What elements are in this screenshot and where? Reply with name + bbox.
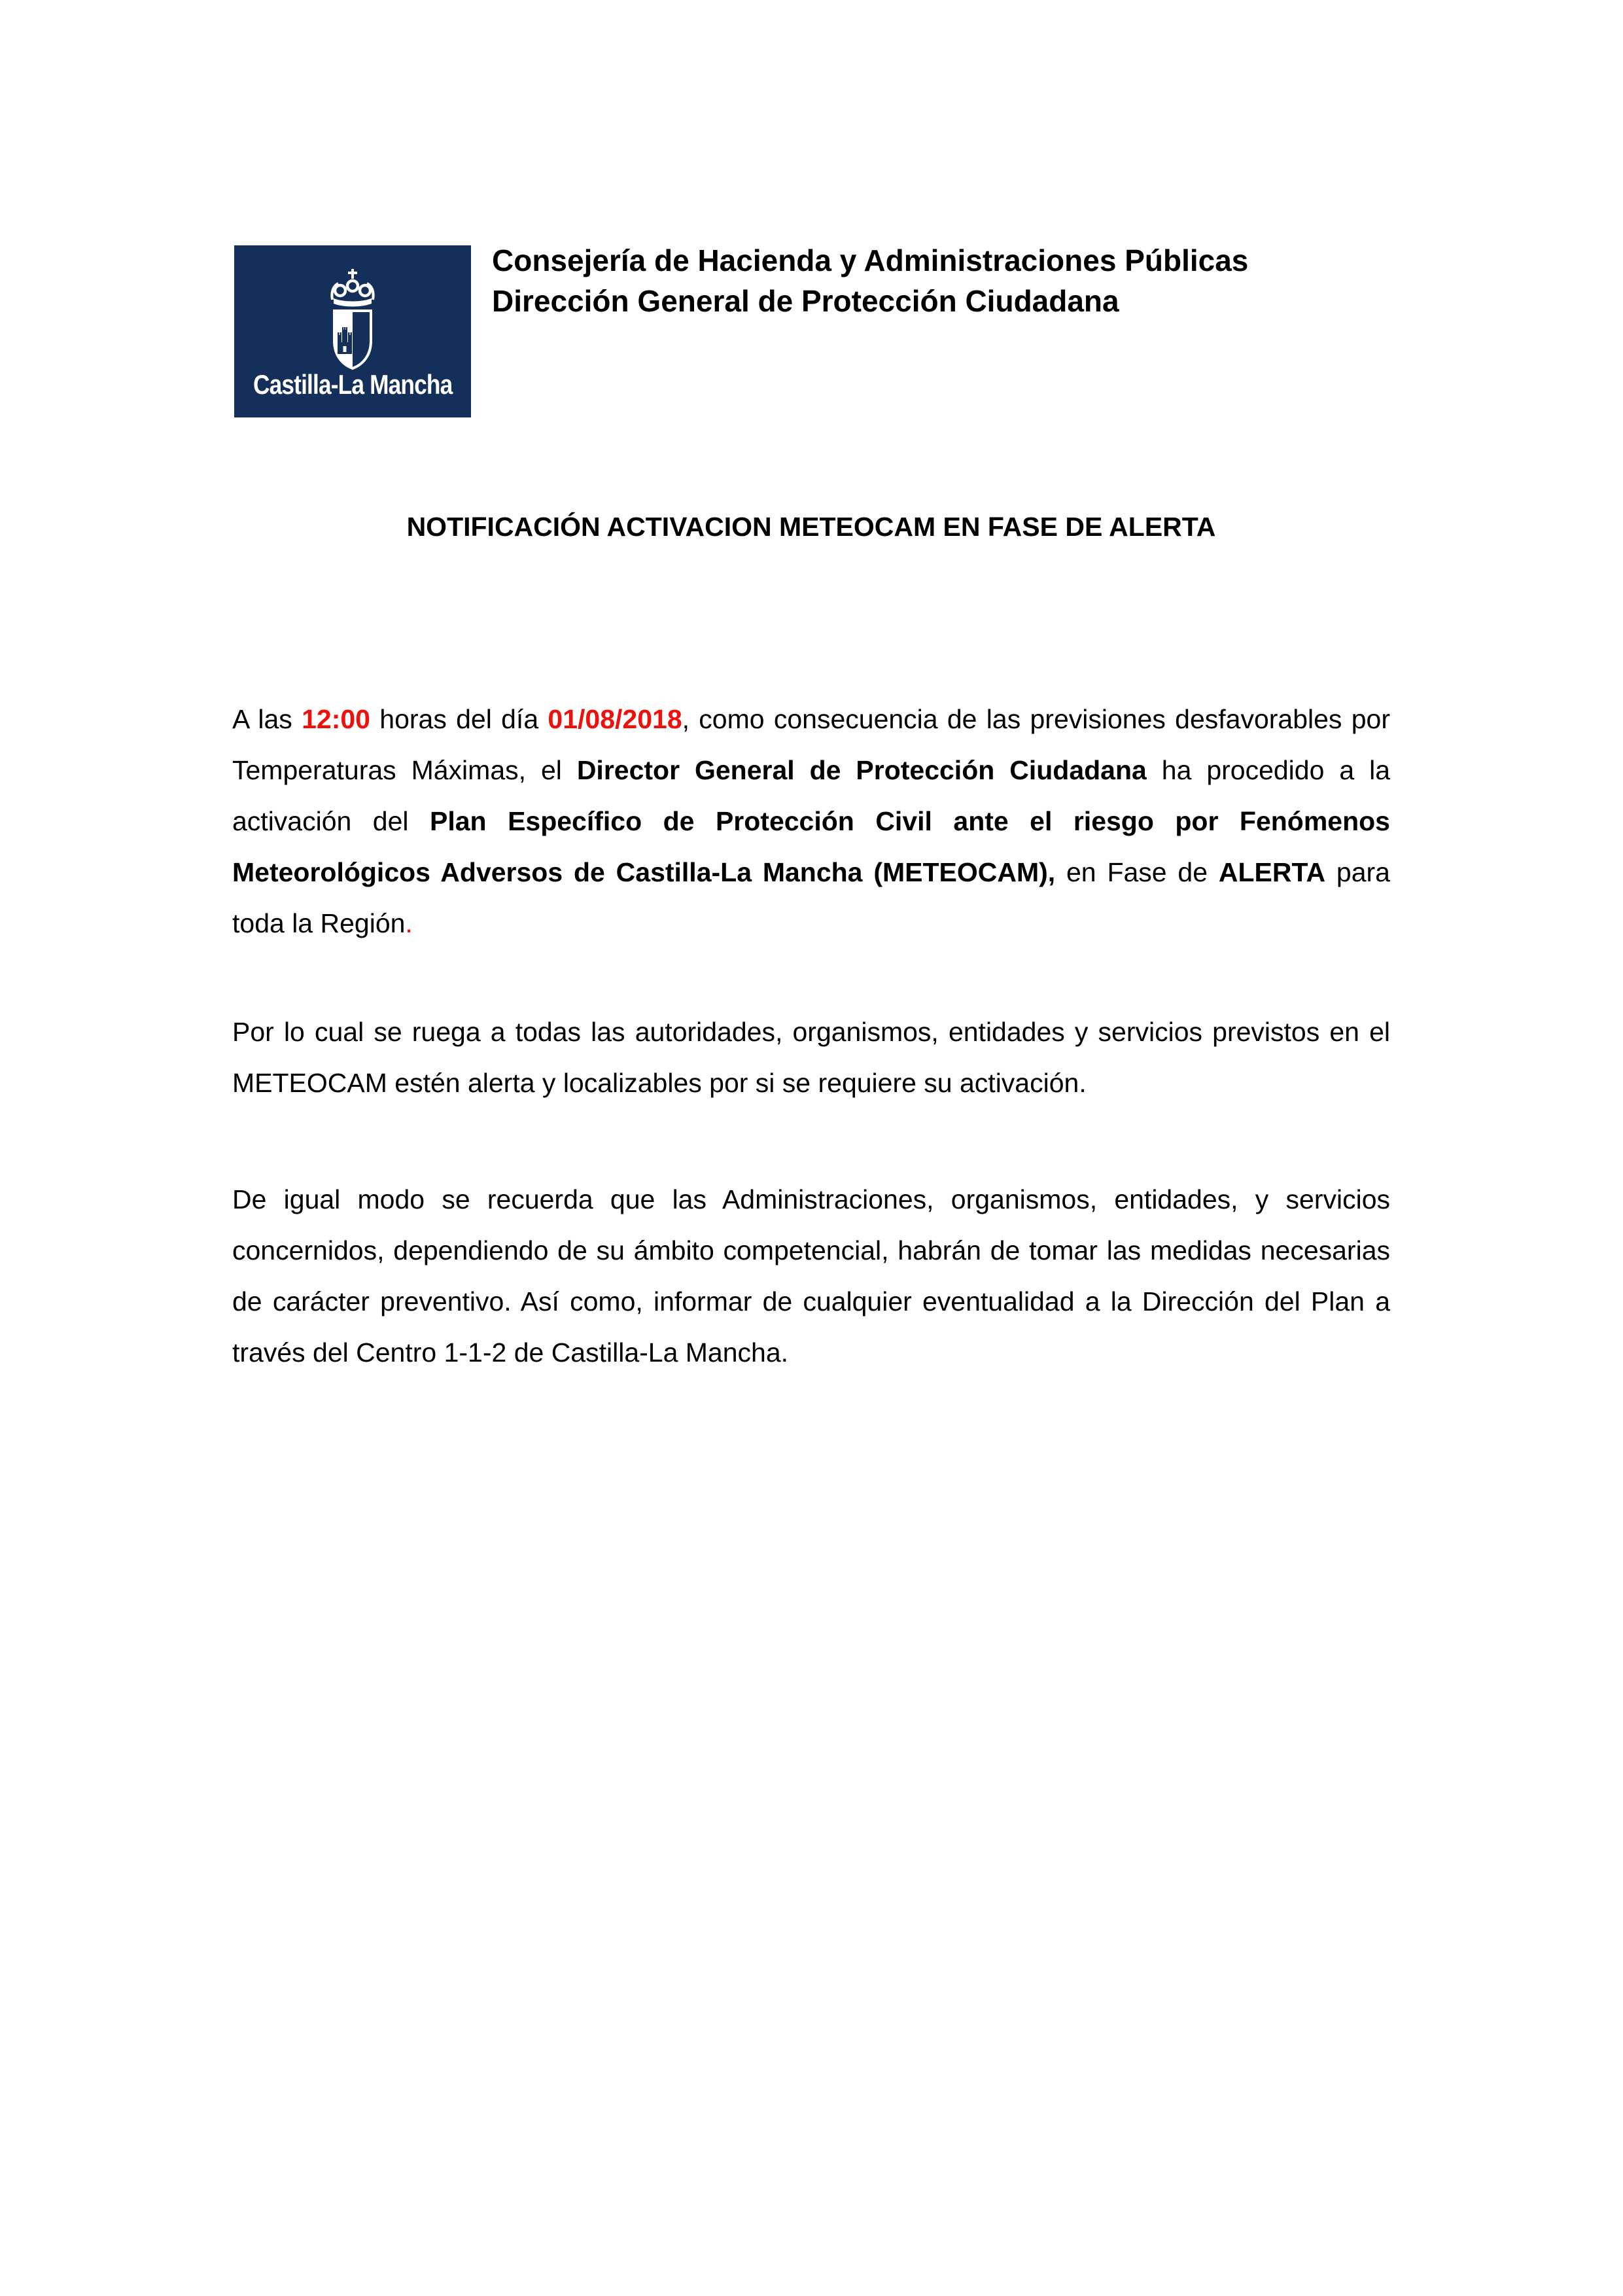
document-body xyxy=(232,694,1390,1378)
castilla-la-mancha-logo xyxy=(234,245,471,417)
document-title: NOTIFICACIÓN ACTIVACION METEOCAM EN FASE DE ALERTA xyxy=(406,512,1216,542)
org-header-line1: Consejería de Hacienda y Administraciones Públicas xyxy=(492,243,1249,277)
paragraph-activation: A las 12:00 horas del día 01/08/2018, como consecuencia de las previsiones desfavorables por Temperaturas Máximas, el Director General de Protección Ciudadana ha procedido a la activación del Plan Específico de Protección Civil ante el riesgo por Fenómenos Meteorológicos Adversos de Castilla-La Mancha (METEOCAM), en Fase de ALERTA para toda la Región. xyxy=(232,704,1390,938)
paragraph-reminder: De igual modo se recuerda que las Administraciones, organismos, entidades, y servicios concernidos, dependiendo de su ámbito competencial, habrán de tomar las medidas necesarias de carácter preventivo. Así como, informar de cualquier eventualidad a la Dirección del Plan a través del Centro 1-1-2 de Castilla-La Mancha. xyxy=(232,1184,1390,1368)
paragraph-request: Por lo cual se ruega a todas las autoridades, organismos, entidades y servicios previstos en el METEOCAM estén alerta y localizables por si se requiere su activación. xyxy=(232,1017,1390,1098)
logo-label: Castilla-La Mancha xyxy=(253,369,453,400)
castilla-la-mancha-crest-icon xyxy=(330,269,375,372)
org-header-line2: Dirección General de Protección Ciudadana xyxy=(492,284,1119,318)
org-header xyxy=(492,240,1440,321)
